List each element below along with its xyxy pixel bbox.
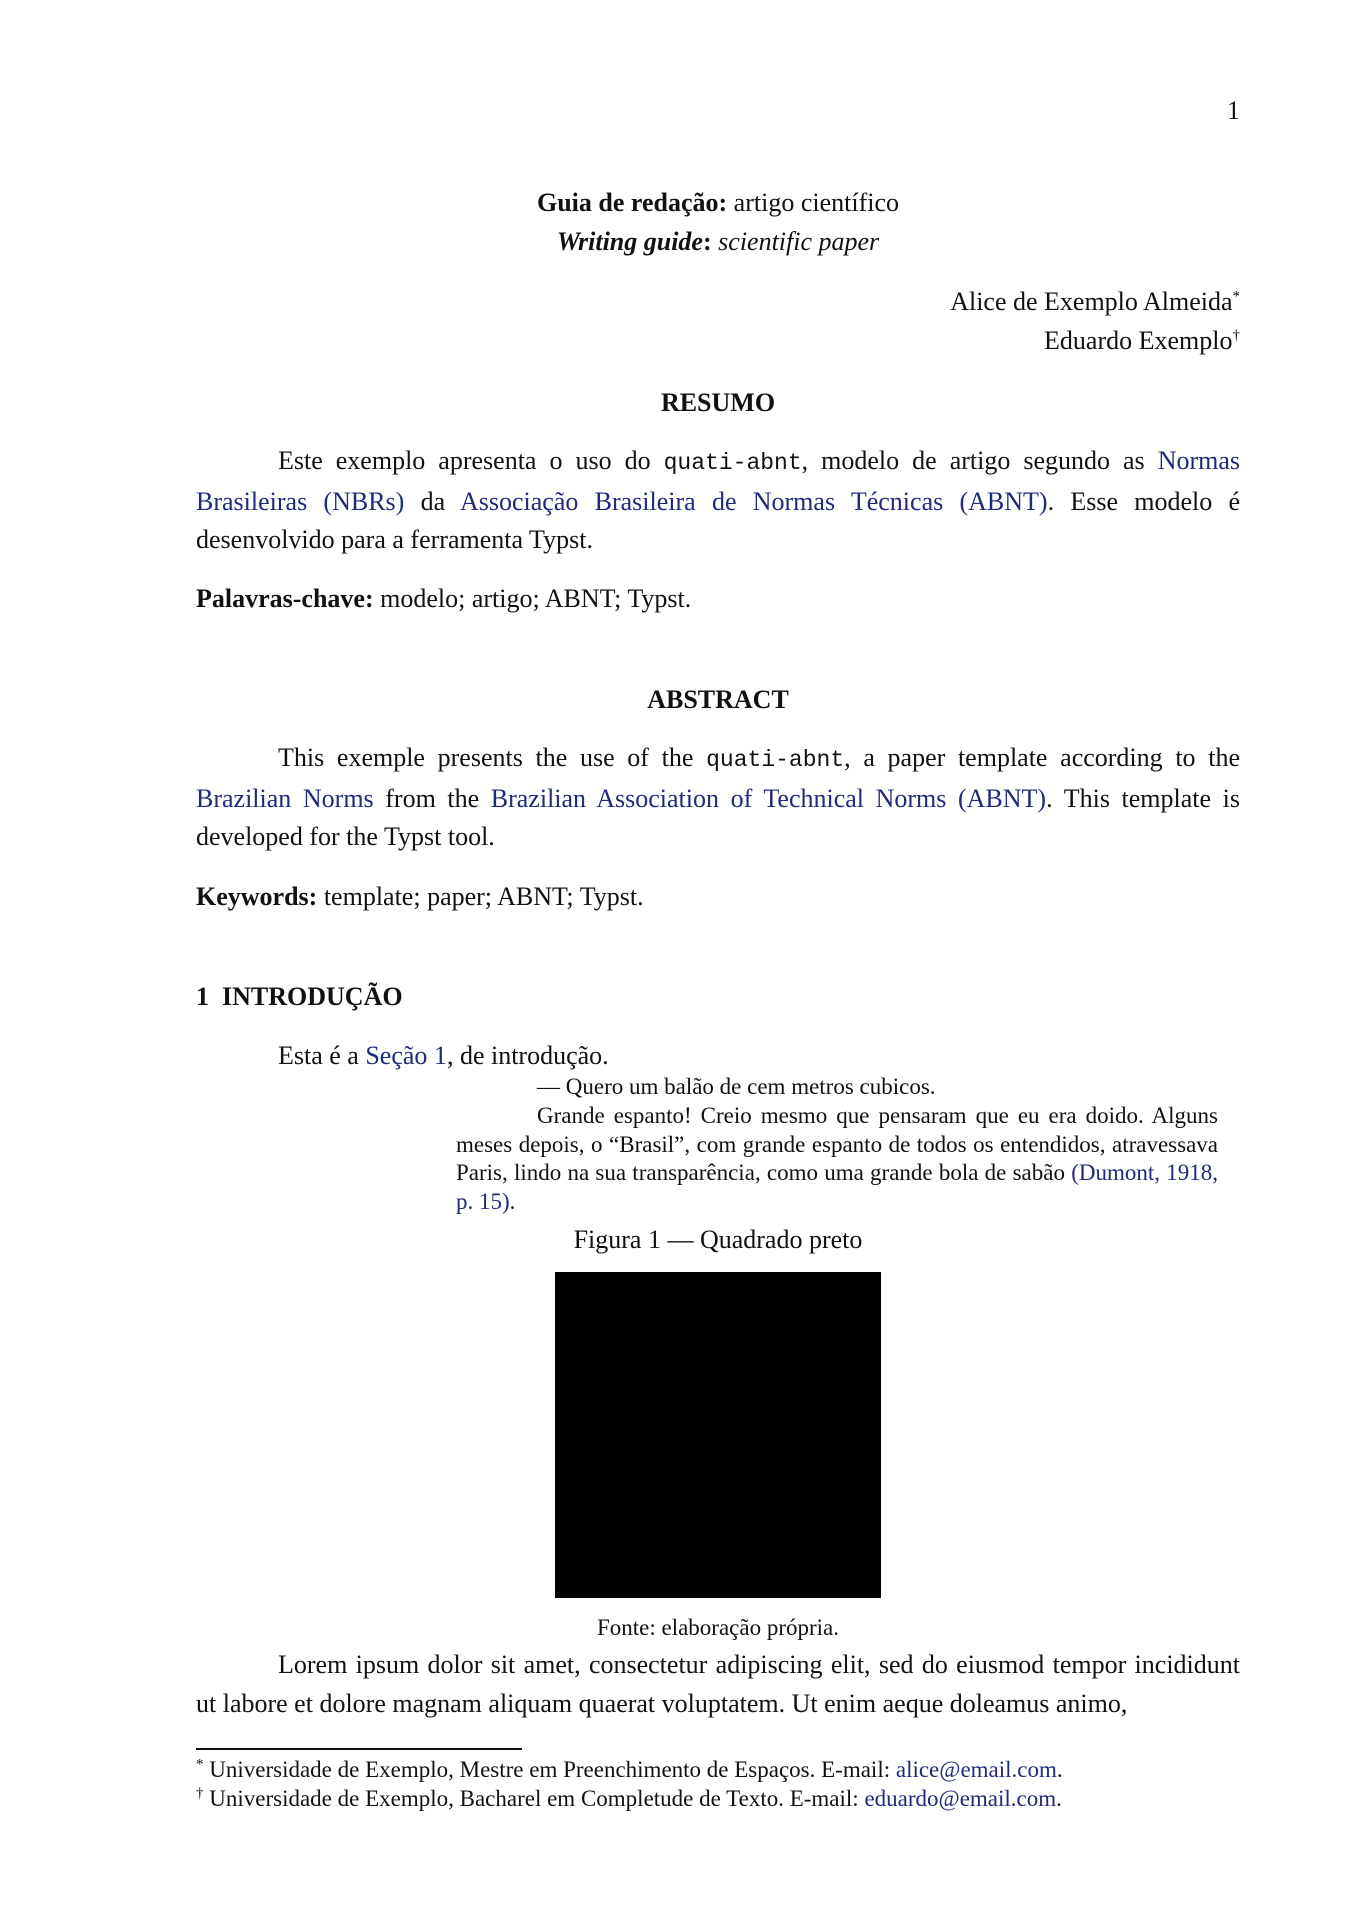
abstract-text-3: from the	[385, 783, 480, 813]
author-1-mark: *	[1232, 288, 1240, 305]
title-pt	[196, 184, 1240, 223]
palavras-chave-text: modelo; artigo; ABNT; Typst.	[380, 584, 692, 613]
intro-paragraph	[196, 1037, 1240, 1076]
footnote-1	[196, 1756, 1240, 1785]
footnote-1-end: .	[1056, 1757, 1063, 1782]
link-brazilian-norms[interactable]: Brazilian Norms	[196, 783, 374, 813]
section-number: 1	[196, 982, 209, 1011]
footnote-2-end: .	[1056, 1786, 1062, 1811]
palavras-chave	[196, 580, 1240, 619]
quote-first-line: — Quero um balão de cem metros cubicos.	[537, 1074, 936, 1099]
abstract-paragraph	[196, 739, 1240, 857]
title-en-rest: scientific paper	[718, 227, 880, 256]
link-nbrs[interactable]: Normas Brasileiras (NBRs)	[196, 446, 1241, 516]
author-2-mark: †	[1232, 327, 1240, 344]
resumo-code: quati-abnt	[663, 450, 802, 476]
author-2	[196, 322, 1240, 361]
figure-caption: Figura 1 — Quadrado preto	[573, 1225, 863, 1254]
figure-source: Fonte: elaboração própria.	[596, 1615, 840, 1640]
author-1	[196, 283, 1240, 322]
title-en	[196, 223, 1240, 262]
keywords	[196, 878, 1240, 917]
link-citation-dumont[interactable]: (Dumont, 1918, p. 15)	[456, 1160, 1218, 1214]
footnote-2-mark: †	[196, 1785, 204, 1802]
resumo-text-2: , modelo de artigo segundo as	[801, 446, 1145, 475]
intro-text-b: , de introdução.	[446, 1041, 609, 1070]
keywords-label: Keywords:	[196, 882, 318, 911]
email-link-eduardo[interactable]: eduardo@email.com	[864, 1786, 1057, 1811]
section-title: INTRODUÇÃO	[222, 982, 403, 1011]
author-2-name: Eduardo Exemplo	[1044, 326, 1233, 355]
abstract-code: quati-abnt	[706, 747, 845, 773]
footnote-divider	[196, 1748, 522, 1750]
email-link-alice[interactable]: alice@email.com	[895, 1757, 1057, 1782]
long-quote	[456, 1102, 1218, 1216]
link-abnt[interactable]: Associação Brasileira de Normas Técnicas (ABNT)	[459, 486, 1048, 516]
abstract-text-2: , a paper template according to the	[844, 743, 1240, 772]
link-secao-1[interactable]: Seção 1	[365, 1041, 447, 1070]
palavras-chave-label: Palavras-chave:	[196, 584, 374, 613]
resumo-paragraph	[196, 442, 1240, 560]
footnote-1-mark: *	[196, 1756, 204, 1773]
abstract-text-4: . This template is developed for the Typst tool.	[196, 783, 1240, 851]
resumo-text-1: Este exemplo apresenta o uso do	[278, 446, 651, 475]
section-heading	[196, 978, 1240, 1017]
lorem-paragraph: Lorem ipsum dolor sit amet, consectetur adipiscing elit, sed do eiusmod tempor incididunt ut labore et dolore magnam aliquam quaerat voluptatem. Ut enim aeque doleamus animo,	[196, 1650, 1240, 1718]
title-pt-rest: artigo científico	[733, 188, 899, 217]
page-number: 1	[1227, 96, 1240, 125]
author-1-name: Alice de Exemplo Almeida	[950, 287, 1233, 316]
link-brazilian-association[interactable]: Brazilian Association of Technical Norms (ABNT)	[490, 783, 1047, 813]
quote-end: .	[509, 1188, 516, 1214]
resumo-text-4: . Esse modelo é desenvolvido para a ferramenta Typst.	[196, 486, 1241, 554]
title-en-bold: Writing guide	[556, 227, 703, 256]
keywords-text: template; paper; ABNT; Typst.	[323, 882, 644, 911]
title-en-colon: :	[702, 227, 712, 256]
abstract-heading: ABSTRACT	[647, 685, 789, 714]
quote-body: Grande espanto! Creio mesmo que pensaram que eu era doido. Alguns meses depois, o “Brasil”, com grande espanto de todos os entendidos, atravessava Paris, lindo na sua transparência, como uma grande bola de sabão	[456, 1103, 1218, 1185]
resumo-heading: RESUMO	[660, 388, 776, 417]
intro-text-a: Esta é a	[278, 1041, 359, 1070]
footnote-2-text: Universidade de Exemplo, Bacharel em Completude de Texto. E-mail:	[209, 1786, 859, 1811]
footnote-1-text: Universidade de Exemplo, Mestre em Preenchimento de Espaços. E-mail:	[209, 1757, 891, 1782]
abstract-text-1: This exemple presents the use of the	[278, 743, 694, 772]
title-pt-bold: Guia de redação:	[536, 188, 728, 217]
footnote-2	[196, 1785, 1240, 1814]
resumo-text-3: da	[420, 486, 446, 516]
figure-black-square	[555, 1272, 881, 1598]
